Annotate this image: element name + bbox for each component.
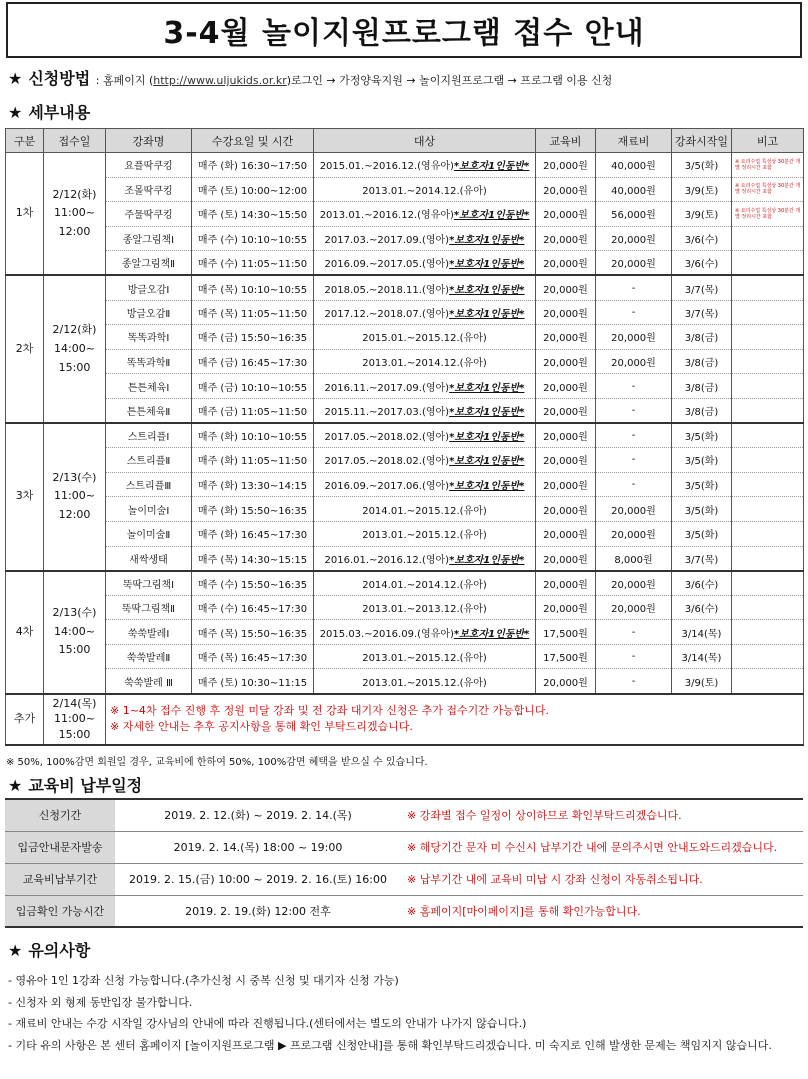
course-name: 쑥쑥발레 Ⅲ <box>106 669 192 694</box>
course-schedule: 매주 (목) 15:50~16:35 <box>192 620 314 645</box>
course-schedule: 매주 (화) 16:45~17:30 <box>192 521 314 546</box>
extra-row <box>6 694 804 745</box>
material-fee: - <box>596 300 672 325</box>
extra-message <box>106 694 804 745</box>
course-schedule: 매주 (화) 13:30~14:15 <box>192 472 314 497</box>
group-date <box>44 423 106 571</box>
payment-row <box>5 895 803 927</box>
table-row <box>6 226 804 251</box>
group-date <box>44 571 106 694</box>
target-range: 2015.01.~2015.12.(유아) <box>362 333 487 345</box>
table-row <box>6 153 804 178</box>
course-target <box>314 595 536 620</box>
protector-tag: *보호자1인동반* <box>449 432 525 444</box>
start-date: 3/9(토) <box>672 669 732 694</box>
target-range: 2013.01.~2014.12.(유아) <box>362 358 487 370</box>
course-target <box>314 472 536 497</box>
course-schedule: 매주 (금) 15:50~16:35 <box>192 325 314 350</box>
material-fee: - <box>596 398 672 423</box>
course-target <box>314 398 536 423</box>
start-date: 3/9(토) <box>672 177 732 202</box>
group-date-line: 15:00 <box>58 360 91 374</box>
group-date <box>44 275 106 423</box>
course-target <box>314 620 536 645</box>
material-fee: 40,000원 <box>596 153 672 178</box>
page-title: 3-4월 놀이지원프로그램 접수 안내 <box>163 16 645 51</box>
remark <box>732 521 804 546</box>
table-row <box>6 497 804 522</box>
material-fee: 20,000원 <box>596 251 672 276</box>
apply-desc-suffix: )로그인 → 가정양육지원 → 놀이지원프로그램 → 프로그램 이용 신청 <box>286 74 613 87</box>
course-target <box>314 521 536 546</box>
course-name: 종알그림책Ⅰ <box>106 226 192 251</box>
course-schedule: 매주 (화) 10:10~10:55 <box>192 423 314 448</box>
remark <box>732 546 804 571</box>
protector-tag: *보호자1인동반* <box>449 259 525 271</box>
course-target <box>314 571 536 596</box>
course-name: 새싹생태 <box>106 546 192 571</box>
target-range: 2014.01.~2015.12.(유아) <box>362 505 487 517</box>
course-target <box>314 546 536 571</box>
protector-tag: *보호자1인동반* <box>449 554 525 566</box>
notes-heading <box>8 938 90 961</box>
program-table <box>5 128 804 746</box>
target-range: 2017.03.~2017.09.(영아) <box>324 235 450 247</box>
table-row <box>6 472 804 497</box>
payment-row <box>5 863 803 895</box>
course-fee: 17,500원 <box>536 620 596 645</box>
target-range: 2016.09.~2017.05.(영아) <box>324 259 450 271</box>
payment-label: 입금안내문자발송 <box>5 831 115 863</box>
payment-row <box>5 831 803 863</box>
target-range: 2013.01.~2015.12.(유아) <box>362 677 487 689</box>
course-target <box>314 275 536 300</box>
course-target <box>314 423 536 448</box>
course-name: 놀이미술Ⅰ <box>106 497 192 522</box>
table-row <box>6 325 804 350</box>
material-fee: 8,000원 <box>596 546 672 571</box>
protector-tag: *보호자1인동반* <box>449 456 525 468</box>
course-target <box>314 448 536 473</box>
protector-tag: *보호자1인동반* <box>449 284 525 296</box>
group-date-line: 15:00 <box>58 643 91 657</box>
table-row <box>6 571 804 596</box>
material-fee: - <box>596 374 672 399</box>
column-header: 대상 <box>314 129 536 153</box>
table-row <box>6 349 804 374</box>
extra-label: 추가 <box>6 694 44 745</box>
start-date: 3/8(금) <box>672 349 732 374</box>
payment-label: 신청기간 <box>5 799 115 831</box>
star-icon: ★ <box>8 69 23 88</box>
note-item: - 재료비 안내는 수강 시작일 강사님의 안내에 따라 진행됩니다.(센터에서는 별도의 안내가 나가지 않습니다.) <box>8 1017 527 1030</box>
start-date: 3/7(목) <box>672 275 732 300</box>
remark <box>732 669 804 694</box>
group-date-line: 2/13(수) <box>52 470 97 484</box>
start-date: 3/14(목) <box>672 620 732 645</box>
extra-date-line: 15:00 <box>58 727 91 741</box>
course-fee: 17,500원 <box>536 644 596 669</box>
start-date: 3/7(목) <box>672 546 732 571</box>
course-fee: 20,000원 <box>536 300 596 325</box>
remark <box>732 497 804 522</box>
target-range: 2013.01.~2014.12.(유아) <box>362 185 487 197</box>
course-target <box>314 374 536 399</box>
group-date-line: 12:00 <box>58 225 91 239</box>
title-box <box>6 2 802 58</box>
course-target <box>314 251 536 276</box>
course-schedule: 매주 (토) 10:30~11:15 <box>192 669 314 694</box>
payment-notice: ※ 홈페이지[마이페이지]를 통해 확인가능합니다. <box>401 895 803 927</box>
course-fee: 20,000원 <box>536 251 596 276</box>
course-schedule: 매주 (목) 14:30~15:15 <box>192 546 314 571</box>
course-target <box>314 497 536 522</box>
course-target <box>314 226 536 251</box>
course-name: 스트리플Ⅱ <box>106 448 192 473</box>
protector-tag: *보호자1인동반* <box>449 235 525 247</box>
course-fee: 20,000원 <box>536 423 596 448</box>
start-date: 3/8(금) <box>672 325 732 350</box>
column-header: 접수일 <box>44 129 106 153</box>
start-date: 3/7(목) <box>672 300 732 325</box>
start-date: 3/8(금) <box>672 398 732 423</box>
material-fee: 20,000원 <box>596 521 672 546</box>
course-name: 쑥쑥발레Ⅱ <box>106 644 192 669</box>
extra-message-line: ※ 자세한 안내는 추후 공지사항을 통해 확인 부탁드리겠습니다. <box>110 720 413 734</box>
course-schedule: 매주 (금) 16:45~17:30 <box>192 349 314 374</box>
target-range: 2017.12.~2018.07.(영아) <box>324 308 450 320</box>
course-schedule: 매주 (목) 11:05~11:50 <box>192 300 314 325</box>
course-fee: 20,000원 <box>536 595 596 620</box>
course-fee: 20,000원 <box>536 398 596 423</box>
target-range: 2014.01.~2014.12.(유아) <box>362 579 487 591</box>
target-range: 2013.01.~2015.12.(유아) <box>362 653 487 665</box>
course-fee: 20,000원 <box>536 448 596 473</box>
course-name: 뚝딱그림책Ⅰ <box>106 571 192 596</box>
target-range: 2017.05.~2018.02.(영아) <box>324 432 450 444</box>
column-header: 강좌명 <box>106 129 192 153</box>
remark <box>732 251 804 276</box>
detail-heading <box>8 100 90 123</box>
payment-period: 2019. 2. 14.(목) 18:00 ~ 19:00 <box>115 831 401 863</box>
start-date: 3/5(화) <box>672 472 732 497</box>
column-header: 비고 <box>732 129 804 153</box>
material-fee: - <box>596 448 672 473</box>
table-row <box>6 300 804 325</box>
course-name: 스트리플Ⅲ <box>106 472 192 497</box>
material-fee: - <box>596 669 672 694</box>
course-name: 조몰딱쿠킹 <box>106 177 192 202</box>
material-fee: - <box>596 423 672 448</box>
group-date-line: 2/12(화) <box>52 187 97 201</box>
course-fee: 20,000원 <box>536 546 596 571</box>
star-icon: ★ <box>8 103 23 122</box>
start-date: 3/6(수) <box>672 571 732 596</box>
apply-desc <box>96 74 613 87</box>
course-target <box>314 644 536 669</box>
protector-tag: *보호자1인동반* <box>453 210 530 222</box>
protector-tag: *보호자1인동반* <box>449 382 525 394</box>
course-name: 쑥쑥발레Ⅰ <box>106 620 192 645</box>
group-label: 4차 <box>6 571 44 694</box>
column-header: 구분 <box>6 129 44 153</box>
apply-heading: 신청방법 <box>28 69 91 88</box>
remark <box>732 349 804 374</box>
course-name: 튼튼체육Ⅱ <box>106 398 192 423</box>
table-row <box>6 398 804 423</box>
course-fee: 20,000원 <box>536 472 596 497</box>
course-target <box>314 325 536 350</box>
start-date: 3/5(화) <box>672 423 732 448</box>
course-name: 종알그림책Ⅱ <box>106 251 192 276</box>
course-fee: 20,000원 <box>536 349 596 374</box>
column-header: 수강요일 및 시간 <box>192 129 314 153</box>
material-fee: 20,000원 <box>596 325 672 350</box>
table-row <box>6 275 804 300</box>
remark: ※ 요리수업 특성상 30분간 개별 정리시간 포함 <box>732 177 804 202</box>
group-date-line: 11:00~ <box>54 489 95 503</box>
target-range: 2013.01.~2013.12.(유아) <box>362 603 487 615</box>
note-item: - 기타 유의 사항은 본 센터 홈페이지 [놀이지원프로그램 ▶ 프로그램 신청안내]를 통해 확인부탁드리겠습니다. 미 숙지로 인해 발생한 문제는 책임지지 않습니다. <box>8 1038 772 1052</box>
group-label: 1차 <box>6 153 44 276</box>
course-name: 놀이미술Ⅱ <box>106 521 192 546</box>
course-schedule: 매주 (화) 16:30~17:50 <box>192 153 314 178</box>
course-fee: 20,000원 <box>536 226 596 251</box>
course-name: 똑똑과학Ⅰ <box>106 325 192 350</box>
payment-label: 교육비납부기간 <box>5 863 115 895</box>
remark <box>732 644 804 669</box>
remark <box>732 226 804 251</box>
material-fee: 20,000원 <box>596 226 672 251</box>
star-icon: ★ <box>8 776 23 795</box>
remark <box>732 300 804 325</box>
target-range: 2018.05.~2018.11.(영아) <box>324 284 450 296</box>
remark <box>732 423 804 448</box>
table-row <box>6 448 804 473</box>
extra-date <box>44 694 106 745</box>
course-fee: 20,000원 <box>536 202 596 227</box>
material-fee: 20,000원 <box>596 349 672 374</box>
course-fee: 20,000원 <box>536 571 596 596</box>
course-schedule: 매주 (수) 15:50~16:35 <box>192 571 314 596</box>
group-date-line: 11:00~ <box>54 206 95 220</box>
course-target <box>314 669 536 694</box>
notes-list <box>8 970 772 1056</box>
material-fee: 40,000원 <box>596 177 672 202</box>
course-schedule: 매주 (토) 10:00~12:00 <box>192 177 314 202</box>
course-name: 뚝딱그림책Ⅱ <box>106 595 192 620</box>
remark <box>732 374 804 399</box>
note-item: - 영유아 1인 1강좌 신청 가능합니다.(추가신청 시 중복 신청 및 대기자 신청 가능) <box>8 974 399 987</box>
table-row <box>6 374 804 399</box>
table-row <box>6 177 804 202</box>
apply-method <box>8 66 612 89</box>
course-schedule: 매주 (수) 10:10~10:55 <box>192 226 314 251</box>
course-fee: 20,000원 <box>536 153 596 178</box>
start-date: 3/6(수) <box>672 595 732 620</box>
course-name: 방글오감Ⅰ <box>106 275 192 300</box>
protector-tag: *보호자1인동반* <box>449 308 525 320</box>
homepage-link[interactable]: http://www.uljukids.or.kr <box>153 74 287 87</box>
remark <box>732 398 804 423</box>
payment-heading-text: 교육비 납부일정 <box>28 776 143 795</box>
remark <box>732 448 804 473</box>
course-fee: 20,000원 <box>536 325 596 350</box>
group-date-line: 14:00~ <box>54 624 95 638</box>
start-date: 3/5(화) <box>672 153 732 178</box>
discount-footnote: ※ 50%, 100%감면 회원일 경우, 교육비에 한하여 50%, 100%감면 혜택을 받으실 수 있습니다. <box>6 757 428 768</box>
target-range: 2013.01.~2016.12.(영유아) <box>319 210 454 222</box>
start-date: 3/5(화) <box>672 521 732 546</box>
course-schedule: 매주 (수) 11:05~11:50 <box>192 251 314 276</box>
course-schedule: 매주 (수) 16:45~17:30 <box>192 595 314 620</box>
remark <box>732 275 804 300</box>
course-schedule: 매주 (화) 11:05~11:50 <box>192 448 314 473</box>
material-fee: 20,000원 <box>596 595 672 620</box>
protector-tag: *보호자1인동반* <box>453 161 530 173</box>
course-name: 튼튼체육Ⅰ <box>106 374 192 399</box>
target-range: 2015.11.~2017.03.(영아) <box>324 406 450 418</box>
table-row <box>6 644 804 669</box>
material-fee: 56,000원 <box>596 202 672 227</box>
extra-message-line: ※ 1~4차 접수 진행 후 정원 미달 강좌 및 전 강좌 대기자 신청은 추가 접수기간 가능합니다. <box>110 703 550 717</box>
payment-label: 입금확인 가능시간 <box>5 895 115 927</box>
course-target <box>314 300 536 325</box>
start-date: 3/14(목) <box>672 644 732 669</box>
course-target <box>314 153 536 178</box>
payment-heading <box>8 773 142 796</box>
payment-table <box>5 798 803 928</box>
target-range: 2016.09.~2017.06.(영아) <box>324 481 450 493</box>
course-name: 주물딱쿠킹 <box>106 202 192 227</box>
remark <box>732 620 804 645</box>
course-fee: 20,000원 <box>536 374 596 399</box>
remark: ※ 요리수업 특성상 30분간 개별 정리시간 포함 <box>732 202 804 227</box>
detail-heading-text: 세부내용 <box>28 103 91 122</box>
group-label: 3차 <box>6 423 44 571</box>
table-row <box>6 202 804 227</box>
group-date-line: 2/12(화) <box>52 323 97 337</box>
course-fee: 20,000원 <box>536 177 596 202</box>
payment-row <box>5 799 803 831</box>
course-schedule: 매주 (금) 11:05~11:50 <box>192 398 314 423</box>
material-fee: 20,000원 <box>596 571 672 596</box>
course-schedule: 매주 (금) 10:10~10:55 <box>192 374 314 399</box>
table-row <box>6 669 804 694</box>
star-icon: ★ <box>8 941 23 960</box>
course-name: 스트리플Ⅰ <box>106 423 192 448</box>
table-row <box>6 423 804 448</box>
material-fee: - <box>596 275 672 300</box>
payment-period: 2019. 2. 12.(화) ~ 2019. 2. 14.(목) <box>115 799 401 831</box>
group-label: 2차 <box>6 275 44 423</box>
table-row <box>6 546 804 571</box>
start-date: 3/5(화) <box>672 497 732 522</box>
group-date-line: 14:00~ <box>54 341 95 355</box>
remark <box>732 595 804 620</box>
notes-heading-text: 유의사항 <box>28 941 91 960</box>
payment-notice: ※ 해당기간 문자 미 수신시 납부기간 내에 문의주시면 안내도와드리겠습니다. <box>401 831 803 863</box>
start-date: 3/6(수) <box>672 226 732 251</box>
protector-tag: *보호자1인동반* <box>453 628 530 640</box>
material-fee: - <box>596 472 672 497</box>
extra-date-line: 11:00~ <box>54 712 95 726</box>
start-date: 3/5(화) <box>672 448 732 473</box>
course-name: 요플딱쿠킹 <box>106 153 192 178</box>
group-date-line: 12:00 <box>58 508 91 522</box>
course-name: 방글오감Ⅱ <box>106 300 192 325</box>
course-fee: 20,000원 <box>536 521 596 546</box>
target-range: 2016.11.~2017.09.(영아) <box>324 382 450 394</box>
remark <box>732 571 804 596</box>
table-row <box>6 251 804 276</box>
course-schedule: 매주 (목) 16:45~17:30 <box>192 644 314 669</box>
note-item: - 신청자 외 형제 동반입장 불가합니다. <box>8 995 193 1009</box>
target-range: 2015.01.~2016.12.(영유아) <box>319 161 454 173</box>
payment-period: 2019. 2. 19.(화) 12:00 전후 <box>115 895 401 927</box>
table-header-row <box>6 129 804 153</box>
remark <box>732 472 804 497</box>
course-fee: 20,000원 <box>536 275 596 300</box>
payment-notice: ※ 납부기간 내에 교육비 미납 시 강좌 신청이 자동취소됩니다. <box>401 863 803 895</box>
course-fee: 20,000원 <box>536 669 596 694</box>
group-date-line: 2/13(수) <box>52 606 97 620</box>
start-date: 3/8(금) <box>672 374 732 399</box>
protector-tag: *보호자1인동반* <box>449 406 525 418</box>
remark <box>732 325 804 350</box>
material-fee: - <box>596 644 672 669</box>
payment-period: 2019. 2. 15.(금) 10:00 ~ 2019. 2. 16.(토) 16:00 <box>115 863 401 895</box>
column-header: 재료비 <box>596 129 672 153</box>
material-fee: - <box>596 620 672 645</box>
course-target <box>314 177 536 202</box>
course-target <box>314 349 536 374</box>
start-date: 3/6(수) <box>672 251 732 276</box>
group-date <box>44 153 106 276</box>
start-date: 3/9(토) <box>672 202 732 227</box>
course-name: 똑똑과학Ⅱ <box>106 349 192 374</box>
course-fee: 20,000원 <box>536 497 596 522</box>
apply-desc-prefix: : 홈페이지 ( <box>95 74 154 87</box>
target-range: 2016.01.~2016.12.(영아) <box>324 554 450 566</box>
payment-notice: ※ 강좌별 접수 일정이 상이하므로 확인부탁드리겠습니다. <box>401 799 803 831</box>
extra-date-line: 2/14(목) <box>52 696 97 710</box>
material-fee: 20,000원 <box>596 497 672 522</box>
table-row <box>6 521 804 546</box>
protector-tag: *보호자1인동반* <box>449 481 525 493</box>
target-range: 2017.05.~2018.02.(영아) <box>324 456 450 468</box>
course-schedule: 매주 (화) 15:50~16:35 <box>192 497 314 522</box>
column-header: 강좌시작일 <box>672 129 732 153</box>
course-schedule: 매주 (토) 14:30~15:50 <box>192 202 314 227</box>
column-header: 교육비 <box>536 129 596 153</box>
table-row <box>6 620 804 645</box>
table-row <box>6 595 804 620</box>
course-schedule: 매주 (목) 10:10~10:55 <box>192 275 314 300</box>
target-range: 2013.01.~2015.12.(유아) <box>362 530 487 542</box>
course-target <box>314 202 536 227</box>
target-range: 2015.03.~2016.09.(영유아) <box>319 628 454 640</box>
remark: ※ 요리수업 특성상 30분간 개별 정리시간 포함 <box>732 153 804 178</box>
